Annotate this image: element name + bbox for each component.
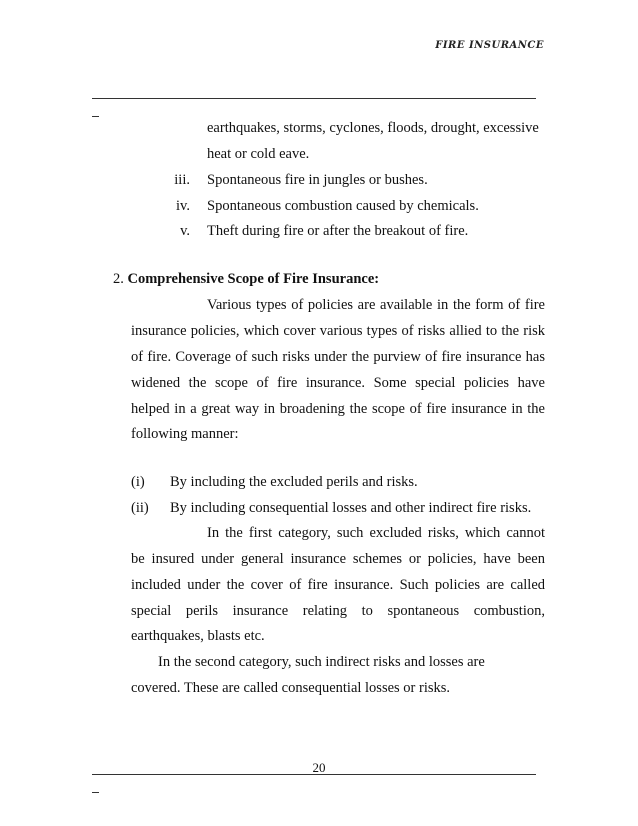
paragraph1-line-1: Various types of policies are available in the form of fire [207,297,545,313]
paragraph3-line-2: covered. These are called consequential losses or risks. [131,680,451,696]
page-number: 20 [312,760,326,775]
list-continued-line-1: earthquakes, storms, cyclones, floods, drought, excessive [207,120,539,136]
paragraph2-line-5: earthquakes, blasts etc. [131,628,265,644]
list-item-v: Theft during fire or after the breakout of fire. [207,223,469,239]
list-marker-v: v. [180,223,190,239]
paragraph2-line-2: be insured under general insurance schemes or policies, have been [131,551,545,567]
header-rule [92,98,536,99]
section-title: Comprehensive Scope of Fire Insurance: [127,271,380,287]
footer-rule-tail [92,792,99,793]
list-item-iii: Spontaneous fire in jungles or bushes. [207,172,428,188]
paragraph1-line-6: following manner: [131,426,239,442]
section-heading [113,270,379,288]
section-number: 2. [113,271,124,287]
paragraph2-line-4: special perils insurance relating to spontaneous combustion, [131,603,545,619]
way-item-ii: By including consequential losses and other indirect fire risks. [170,500,532,516]
paragraph2-line-1: In the first category, such excluded risks, which cannot [207,525,545,541]
paragraph1-line-3: of fire. Coverage of such risks under the purview of fire insurance has [131,349,545,365]
paragraph3-line-1: In the second category, such indirect risks and losses are [158,654,485,670]
paragraph1-line-5: helped in a great way in broadening the scope of fire insurance in the [131,401,545,417]
running-header-title: FIRE INSURANCE [435,40,544,51]
way-marker-i: (i) [131,474,145,490]
list-marker-iv: iv. [176,198,190,214]
paragraph1-line-2: insurance policies, which cover various types of risks allied to the risk [131,323,545,339]
paragraph1-line-4: widened the scope of fire insurance. Some special policies have [131,375,545,391]
list-continued-line-2: heat or cold eave. [207,146,310,162]
footer-rule [92,774,536,775]
list-item-iv: Spontaneous combustion caused by chemicals. [207,198,479,214]
way-marker-ii: (ii) [131,500,149,516]
paragraph2-line-3: included under the cover of fire insurance. Such policies are called [131,577,545,593]
list-marker-iii: iii. [174,172,190,188]
way-item-i: By including the excluded perils and risks. [170,474,418,490]
header-rule-tail [92,116,99,117]
